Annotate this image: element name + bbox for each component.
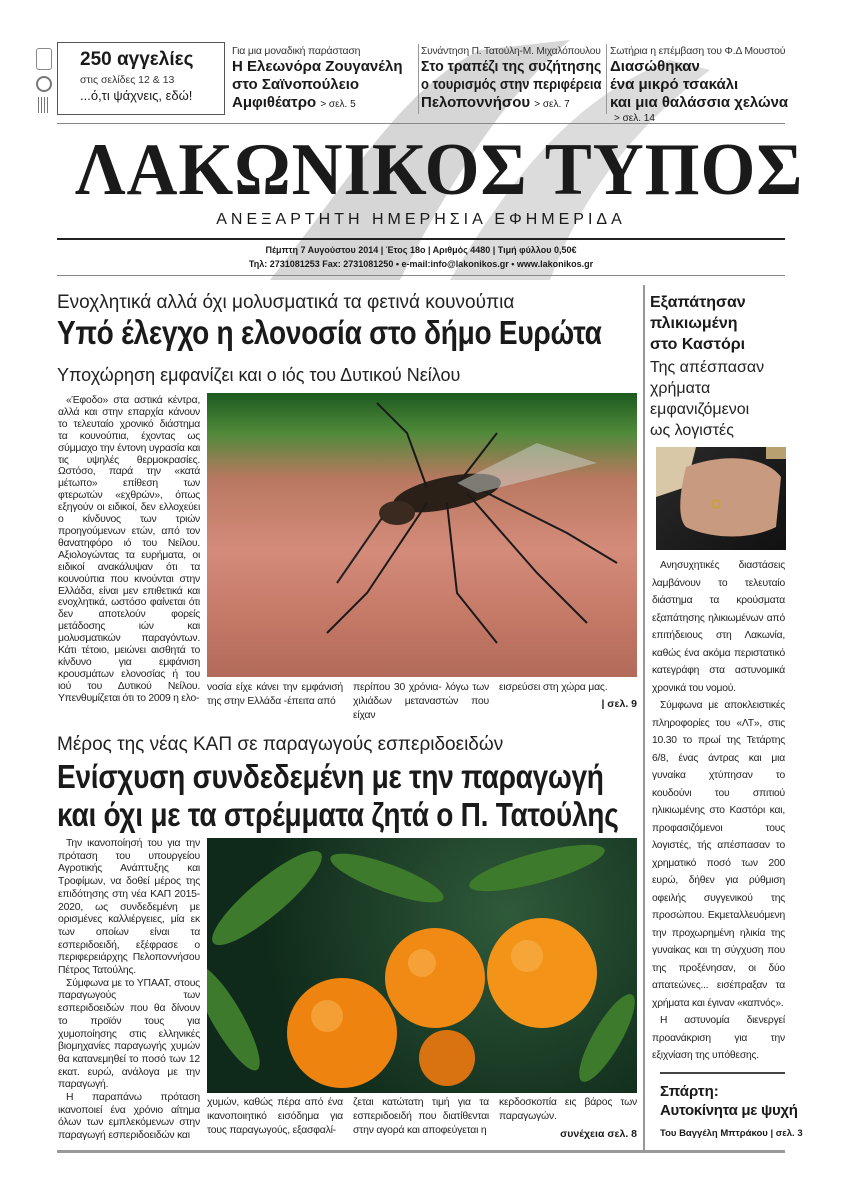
classifieds-box[interactable] bbox=[57, 42, 225, 115]
article1-headline[interactable]: Υπό έλεγχο η ελονοσία στο δήμο Ευρώτα bbox=[57, 314, 602, 351]
article2-page-ref[interactable]: συνέχεια σελ. 8 bbox=[560, 1128, 637, 1140]
teaser-headline: Η Ελεωνόρα Ζουγανέλη στο Σαϊνοπούλειο Αμφιθέατρο > σελ. 5 bbox=[232, 58, 403, 111]
page-ref: > σελ. 7 bbox=[534, 99, 570, 110]
mosquito-icon bbox=[207, 393, 637, 677]
sidebar-body: Ανησυχητικές διαστάσεις λαμβάνουν το τελευταίο διάστημα τα κρούσματα εξαπάτησης ηλικιωμένων από επιτήδειους στη Λακωνία, καθώς ένα ακόμα περιστατικό κατεγράφη στα αστυνομικά χρονικά του νομού. Σύμφωνα με αποκλειστικές πληροφορίες του «ΛΤ», στις 10.30 το πρωί της Τετάρτης 6/8, ένας άντρας και μια γυναίκα χτύπησαν το κουδούνι του σπιτιού ηλικιωμένης στο Καστόρι και, προφασιζόμενοι τους λογιστές, τής απέσπασαν το χρηματικό ποσό των 200 ευρώ, δήθεν για ρύθμιση οφειλής συγγενικού της προσώπου. Εκμεταλλευόμενη την προχωρημένη ηλικία της γυναίκας και τη σύγχυση που της προξένησαν, οι δύο απατεώνες... εισέπραξαν τα χρήματα και έγιναν «καπνός». Η αστυνομία διενεργεί προανάκριση για την εξιχνίαση της υπόθεσης. bbox=[652, 560, 785, 1061]
teaser-kicker: Σωτήρια η επέμβαση του Φ.Δ Μουστού bbox=[610, 45, 786, 57]
seal-logo bbox=[36, 76, 52, 92]
article1-body-col3: περίπου 30 χρόνια- λόγω των χιλιάδων μεταναστών που είχαν bbox=[353, 682, 489, 722]
oranges-icon bbox=[207, 838, 637, 1093]
brief-headline: Αυτοκίνητα με ψυχή bbox=[660, 1102, 798, 1119]
article1-body-col2: νοσία είχε κάνει την εμφάνισή της στην Ελλάδα -έπειτα από bbox=[207, 682, 343, 708]
contact-line: Τηλ: 2731081253 Fax: 2731081250 • e-mail:info@lakonikos.gr • www.lakonikos.gr bbox=[248, 259, 594, 269]
sidebar-subhead: Της απέσπασαν χρήματα εμφανιζόμενοι ως λογιστές bbox=[650, 359, 765, 439]
hand-with-money-photo bbox=[656, 447, 786, 550]
classifieds-title: 250 αγγελίες bbox=[80, 49, 194, 70]
brief-headline: Σπάρτη: bbox=[660, 1083, 719, 1100]
teaser-2[interactable] bbox=[421, 44, 603, 112]
teaser-1[interactable] bbox=[232, 44, 414, 112]
article1-page-ref[interactable]: | σελ. 9 bbox=[601, 698, 637, 710]
teaser-kicker: Συνάντηση Π. Τατούλη-Μ. Μιχαλόπουλου bbox=[421, 45, 601, 57]
article2-headline[interactable]: Ενίσχυση συνδεδεμένη με την παραγωγή και όχι με τα στρέμματα ζητά ο Π. Τατούλης bbox=[57, 758, 619, 833]
teaser-3[interactable] bbox=[610, 44, 790, 130]
oranges-photo bbox=[207, 838, 637, 1093]
page-ref: > σελ. 14 bbox=[614, 113, 655, 124]
classifieds-tagline: ...ό,τι ψάχνεις, εδώ! bbox=[80, 88, 193, 103]
masthead-subtitle: ΑΝΕΞΑΡΤΗΤΗ ΗΜΕΡΗΣΙΑ ΕΦΗΜΕΡΙΔΑ bbox=[216, 211, 626, 228]
teaser-kicker: Για μια μοναδική παράσταση bbox=[232, 45, 361, 57]
article2-body-col1: Την ικανοποίησή του για την πρόταση του υπουργείου Αγροτικής Ανάπτυξης και Τροφίμων, να δοθεί μέρος της επιδότησης στη νέα ΚΑΠ 2015-2020, ως συνδεδεμένη με ορισμένες καλλιέργειες, μία εκ των οποίων είναι τα εσπεριδοειδή, εξέφρασε ο περιφερειάρχης Πελοποννήσου Πέτρος Τατούλης. Σύμφωνα με το ΥΠΑΑΤ, στους παραγωγούς των εσπεριδοειδών που θα δίνουν το προϊόν τους για χυμοποίησης στις ελληνικές βιομηχανίες παραγωγής χυμών θα κατανεμηθεί το ποσό των 12 εκατ. ευρώ, ανάλογα με την παραγωγή. Η παραπάνω πρόταση ικανοποιεί ένα χρόνιο αίτημα όλων των εμπλεκόμενων στην παραγωγή εσπεριδοειδών και bbox=[58, 838, 200, 1142]
page-ref: > σελ. 5 bbox=[320, 99, 356, 110]
article2-kicker: Μέρος της νέας ΚΑΠ σε παραγωγούς εσπεριδοειδών bbox=[57, 734, 504, 755]
brief-byline: Του Βαγγέλη Μπτράκου | σελ. 3 bbox=[660, 1128, 803, 1139]
eiea-logo bbox=[36, 48, 52, 70]
article1-body-col4: εισρεύσει στη χώρα μας. bbox=[499, 682, 608, 693]
article1-subhead: Υποχώρηση εμφανίζει και ο ιός του Δυτικού Νείλου bbox=[57, 365, 461, 385]
mosquito-photo bbox=[207, 393, 637, 677]
article2-body-col4: κερδοσκοπία εις βάρος των παραγωγών. bbox=[499, 1097, 637, 1123]
barcode-logo bbox=[38, 97, 50, 113]
teaser-headline: Στο τραπέζι της συζήτησης ο τουρισμός στην περιφέρεια Πελοποννήσου > σελ. 7 bbox=[421, 58, 602, 111]
sidebar-headline[interactable]: Εξαπάτησαν πλικιωμένη στο Καστόρι bbox=[650, 294, 746, 353]
issue-line: Πέμπτη 7 Αυγούστου 2014 | Έτος 18ο | Αριθμός 4480 | Τιμή φύλλου 0,50€ bbox=[265, 245, 577, 255]
article2-body-col3: ζεται κατώτατη τιμή για τα εσπεριδοειδή που διατίθενται στην αγορά και αποφεύγεται η bbox=[353, 1097, 489, 1137]
masthead-title: ΛΑΚΩΝΙΚΟΣ ΤΥΠΟΣ bbox=[74, 129, 804, 211]
article1-body-col1: «Έφοδο» στα αστικά κέντρα, αλλά και στην επαρχία κάνουν το τελευταίο χρονικό διάστημα τα κουνούπια, έχοντας ως σύμμαχο την έντονη υγρασία και τις υψηλές θερμοκρασίες. Ωστόσο, παρά την «κατά μέτωπο» επίθεση των φτερωτών «εχθρών», όπως εξηγούν οι ειδικοί, δεν ελλοχεύει ο κίνδυνος των τριών προηγούμενων ετών, από τον θανατηφόρο ιό του Νείλου. Αξιολογώντας τα ευρήματα, οι ειδικοί ανακάλυψαν ότι τα κουνούπια που κινούνται στην Ελλάδα, είναι μεν επιθετικά και ενοχλητικά, ωστόσο φαίνεται ότι δεν αποτελούν φορείς μετάδοσης ιών και μολυσματικών παραγόντων. Κάτι τέτοιο, μειώνει αισθητά το κίνδυνο για εμφάνιση κρουσμάτων ελονοσίας ή του ιού του Δυτικού Νείλου. Υπενθυμίζεται ότι το 2009 η ελο- bbox=[58, 395, 200, 704]
teaser-headline: Διασώθηκαν ένα μικρό τσακάλι και μια θαλάσσια χελώνα > σελ. 14 bbox=[610, 58, 790, 130]
article2-body-col2: χυμών, καθώς πέρα από ένα ικανοποιητικό εισόδημα για τους παραγωγούς, εξασφαλί- bbox=[207, 1097, 343, 1137]
sidebar-brief[interactable] bbox=[660, 1082, 830, 1137]
article1-kicker: Ενοχλητικά αλλά όχι μολυσματικά τα φετινά κουνούπια bbox=[57, 292, 515, 313]
classifieds-pages: στις σελίδες 12 & 13 bbox=[80, 74, 175, 86]
